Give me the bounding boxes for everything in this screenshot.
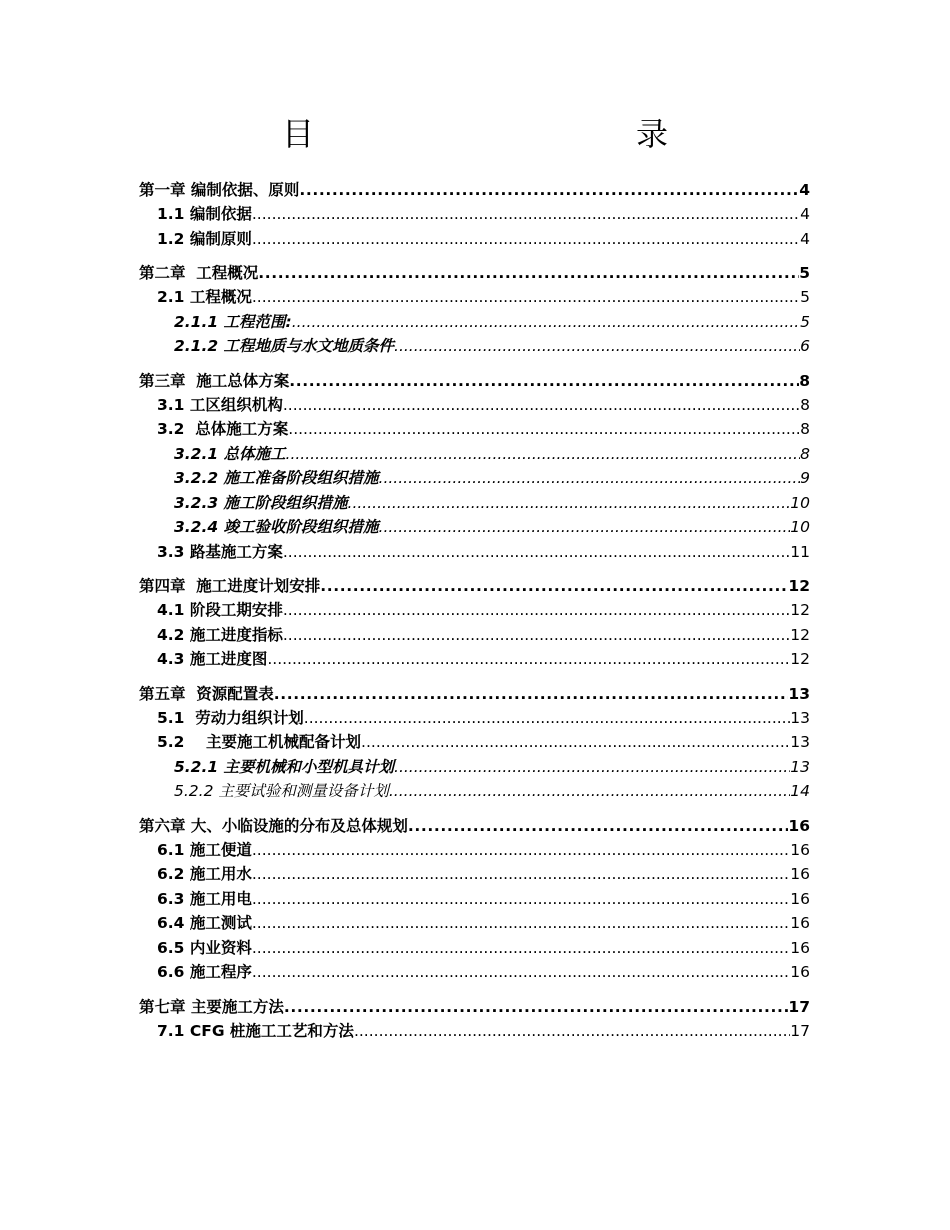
toc-page-number: 16 — [790, 938, 810, 957]
toc-entry-title: 第五章 资源配置表 — [139, 684, 274, 703]
toc-entry-title: 2.1.1 工程范围: — [174, 312, 292, 331]
dot-leader — [284, 995, 789, 1019]
toc-page-number: 5 — [800, 288, 810, 306]
toc-entry-title: 第七章 主要施工方法 — [139, 997, 284, 1016]
toc-page-number: 16 — [790, 963, 810, 981]
page-title: 目 录 — [281, 115, 754, 153]
dot-leader — [394, 755, 790, 780]
toc-entry-title: 6.6 施工程序 — [157, 963, 252, 981]
toc-page-number: 6 — [800, 337, 810, 355]
toc-page-number: 4 — [800, 205, 810, 223]
toc-page-number: 4 — [799, 181, 810, 199]
toc-entry-title: 6.1 施工便道 — [157, 840, 252, 859]
toc-entry-title: 3.3 路基施工方案 — [157, 542, 283, 561]
toc-entry-title: 3.2.2 施工准备阶段组织措施 — [174, 469, 379, 487]
toc-subsection[interactable] — [139, 491, 810, 516]
toc-subsection[interactable] — [139, 310, 810, 335]
toc-entry-title: 2.1 工程概况 — [157, 288, 252, 306]
toc-page-number: 5 — [800, 312, 810, 331]
toc-page-number: 10 — [790, 493, 810, 512]
toc-spacer — [139, 985, 810, 995]
toc-entry-title: 5.2.2 主要试验和测量设备计划 — [174, 782, 389, 800]
toc-subsection[interactable] — [139, 334, 810, 359]
dot-leader — [286, 442, 801, 467]
toc-section[interactable] — [139, 202, 810, 227]
toc-chapter[interactable] — [139, 995, 810, 1019]
toc-entry-title: 7.1 CFG 桩施工工艺和方法 — [157, 1021, 354, 1040]
dot-leader — [252, 838, 790, 863]
toc-spacer — [139, 251, 810, 261]
toc-chapter[interactable] — [139, 574, 810, 598]
toc-page-number: 13 — [788, 684, 810, 703]
toc-page-number: 12 — [790, 601, 810, 619]
toc-entry-title: 1.2 编制原则 — [157, 229, 252, 248]
toc-subsection[interactable] — [139, 515, 810, 540]
toc-section[interactable] — [139, 862, 810, 887]
dot-leader — [320, 574, 788, 598]
toc-page-number: 9 — [800, 469, 810, 487]
toc-chapter[interactable] — [139, 682, 810, 706]
toc-chapter[interactable] — [139, 369, 810, 393]
toc-chapter[interactable] — [139, 261, 810, 285]
dot-leader — [283, 393, 800, 418]
toc-entry-title: 6.3 施工用电 — [157, 889, 252, 908]
dot-leader — [394, 334, 800, 359]
toc-page-number: 13 — [790, 708, 810, 727]
toc-page-number: 12 — [790, 625, 810, 644]
dot-leader — [283, 598, 790, 623]
toc-subsection[interactable] — [139, 442, 810, 467]
toc-page-number: 12 — [790, 650, 810, 668]
toc-section[interactable] — [139, 887, 810, 912]
dot-leader — [258, 261, 799, 285]
dot-leader — [274, 682, 789, 706]
toc-entry-title: 1.1 编制依据 — [157, 205, 252, 223]
toc-entry-title: 第三章 施工总体方案 — [139, 371, 290, 390]
toc-page-number: 16 — [790, 865, 810, 883]
dot-leader — [252, 960, 790, 985]
dot-leader — [252, 227, 800, 252]
toc-section[interactable] — [139, 911, 810, 936]
toc-page-number: 13 — [790, 757, 810, 776]
dot-leader — [267, 647, 790, 672]
toc-entry-title: 2.1.2 工程地质与水文地质条件 — [174, 337, 395, 355]
toc-entry-title: 3.2.1 总体施工 — [174, 444, 286, 463]
toc-entry-title: 5.2.1 主要机械和小型机具计划 — [174, 757, 395, 776]
toc-entry-title: 6.2 施工用水 — [157, 865, 252, 883]
toc-entry-title: 4.2 施工进度指标 — [157, 625, 283, 644]
toc-entry-title: 6.4 施工测试 — [157, 914, 252, 932]
toc-chapter[interactable] — [139, 814, 810, 838]
dot-leader — [283, 540, 790, 565]
dot-leader — [289, 369, 799, 393]
dot-leader — [252, 911, 790, 936]
toc-page-number: 12 — [788, 577, 810, 595]
dot-leader — [408, 814, 789, 838]
toc-section[interactable] — [139, 706, 810, 731]
toc-page-number: 16 — [790, 889, 810, 908]
dot-leader — [389, 779, 790, 804]
toc-page-number: 8 — [800, 444, 810, 463]
toc-section[interactable] — [139, 417, 810, 442]
toc-entry-title: 第六章 大、小临设施的分布及总体规划 — [139, 816, 408, 835]
toc-entry-title: 6.5 内业资料 — [157, 938, 252, 957]
dot-leader — [252, 936, 790, 961]
toc-entry-title: 3.2.4 竣工验收阶段组织措施 — [174, 518, 379, 536]
toc-section[interactable] — [139, 285, 810, 310]
dot-leader — [252, 202, 800, 227]
toc-section[interactable] — [139, 393, 810, 418]
toc-page-number: 11 — [790, 542, 810, 561]
toc-section[interactable] — [139, 647, 810, 672]
dot-leader — [252, 887, 790, 912]
dot-leader — [354, 1019, 790, 1044]
toc-page-number: 16 — [790, 914, 810, 932]
dot-leader — [288, 417, 800, 442]
toc-page-number: 4 — [800, 229, 810, 248]
dot-leader — [283, 623, 790, 648]
toc-spacer — [139, 564, 810, 574]
toc-page-number: 10 — [790, 518, 810, 536]
toc-spacer — [139, 672, 810, 682]
toc-section[interactable] — [139, 960, 810, 985]
dot-leader — [361, 730, 790, 755]
dot-leader — [299, 178, 799, 202]
toc-entry-title: 3.2.3 施工阶段组织措施 — [174, 493, 348, 512]
toc-spacer — [139, 804, 810, 814]
toc-entry-title: 3.1 工区组织机构 — [157, 395, 283, 414]
toc-page-number: 8 — [800, 420, 810, 438]
toc-subsection[interactable] — [139, 779, 810, 804]
toc-page-number: 17 — [790, 1021, 810, 1040]
dot-leader — [292, 310, 800, 335]
toc-spacer — [139, 359, 810, 369]
toc-entry-title: 第四章 施工进度计划安排 — [139, 577, 321, 595]
toc-entry-title: 4.3 施工进度图 — [157, 650, 268, 668]
toc-section[interactable] — [139, 598, 810, 623]
toc-section[interactable] — [139, 838, 810, 863]
dot-leader — [379, 466, 801, 491]
table-of-contents — [139, 178, 810, 1043]
toc-entry-title: 第二章 工程概况 — [139, 264, 259, 282]
toc-page-number: 16 — [788, 816, 810, 835]
toc-section[interactable] — [139, 540, 810, 565]
toc-page-number: 13 — [790, 733, 810, 751]
toc-section[interactable] — [139, 1019, 810, 1044]
toc-entry-title: 第一章 编制依据、原则 — [139, 181, 300, 199]
toc-page-number: 16 — [790, 840, 810, 859]
dot-leader — [348, 491, 791, 516]
toc-subsection[interactable] — [139, 755, 810, 780]
toc-page-number: 14 — [790, 782, 810, 800]
dot-leader — [252, 285, 800, 310]
toc-subsection[interactable] — [139, 466, 810, 491]
toc-section[interactable] — [139, 227, 810, 252]
toc-section[interactable] — [139, 730, 810, 755]
toc-entry-title: 5.2 主要施工机械配备计划 — [157, 733, 362, 751]
toc-page-number: 5 — [799, 264, 810, 282]
toc-entry-title: 5.1 劳动力组织计划 — [157, 708, 304, 727]
toc-page-number: 8 — [799, 371, 810, 390]
toc-section[interactable] — [139, 936, 810, 961]
dot-leader — [252, 862, 790, 887]
toc-entry-title: 4.1 阶段工期安排 — [157, 601, 283, 619]
toc-chapter[interactable] — [139, 178, 810, 202]
toc-page-number: 17 — [788, 997, 810, 1016]
toc-page-number: 8 — [800, 395, 810, 414]
toc-section[interactable] — [139, 623, 810, 648]
toc-entry-title: 3.2 总体施工方案 — [157, 420, 289, 438]
dot-leader — [304, 706, 791, 731]
dot-leader — [379, 515, 791, 540]
